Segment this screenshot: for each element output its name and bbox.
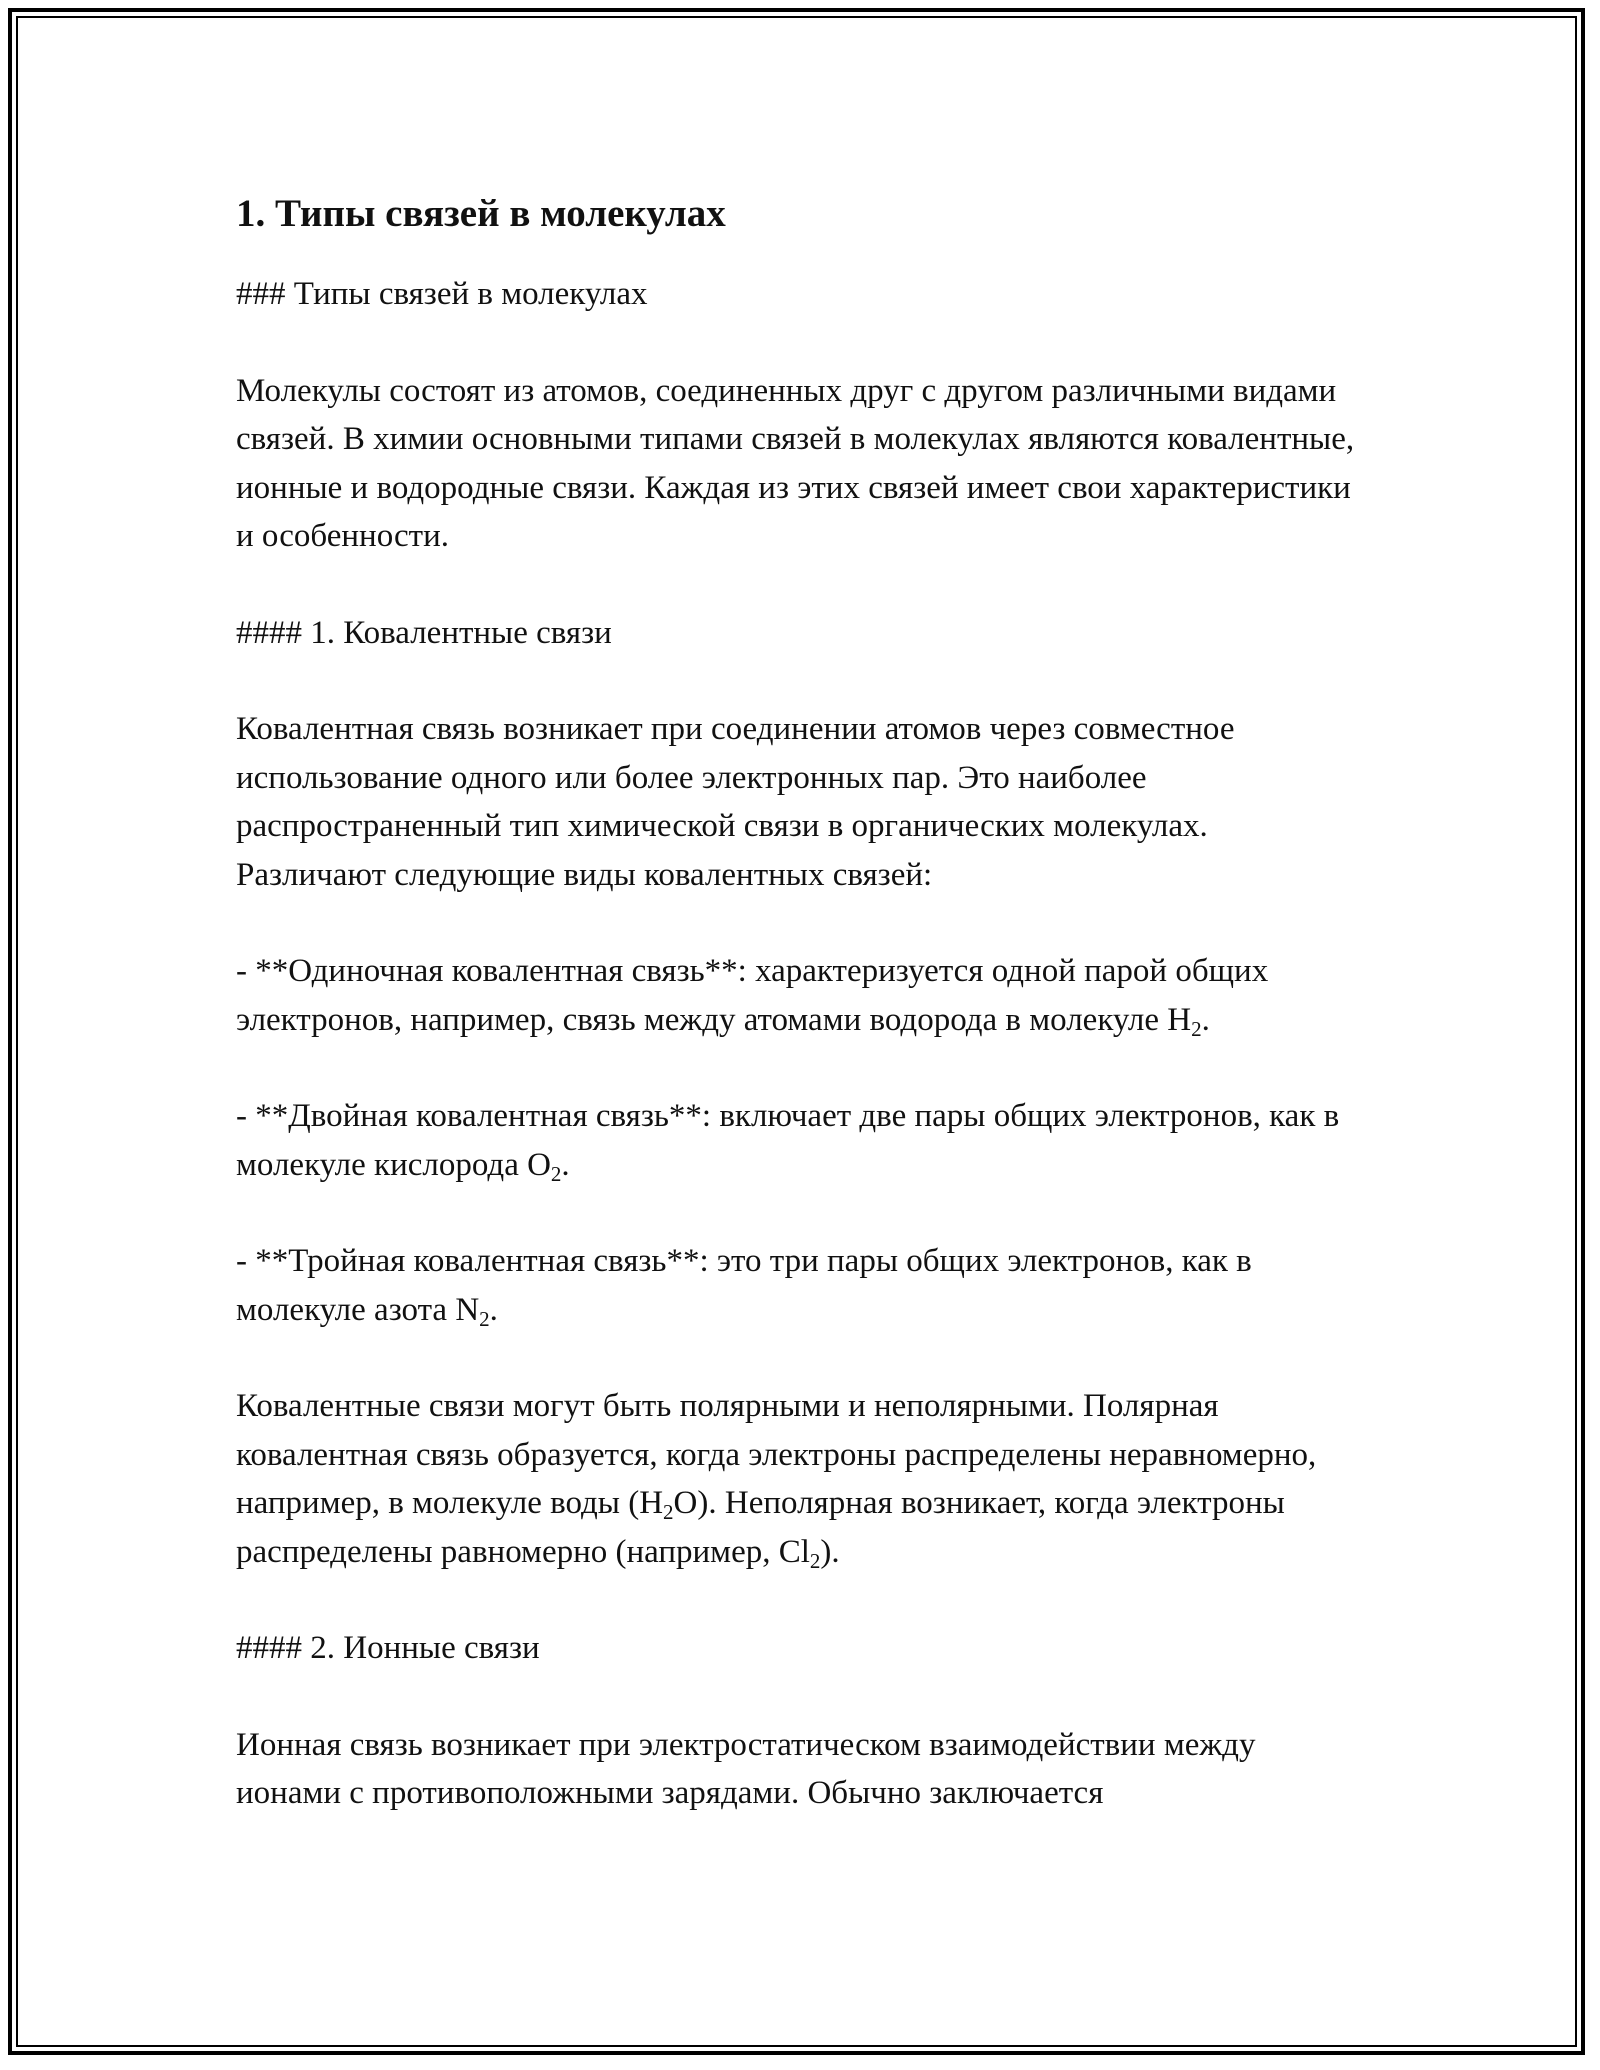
section-heading: ### Типы связей в молекулах (236, 276, 648, 312)
single-bond-subscript: 2 (1191, 1016, 1202, 1041)
double-bond-text: - **Двойная ковалентная связь**: включает две пары общих электронов, как в молекуле кислорода O (236, 1098, 1340, 1183)
ionic-intro-paragraph: Ионная связь возникает при электростатическом взаимодействии между ионами с противоположными зарядами. Обычно заключается (236, 1726, 1256, 1811)
polarity-text-1: Ковалентные связи могут быть полярными и неполярными. Полярная ковалентная связь образуется, когда электроны распределены неравномерно, например, в молекуле воды (H (236, 1388, 1317, 1521)
double-bond-item (236, 1092, 1366, 1189)
polarity-subscript-2: 2 (809, 1548, 821, 1573)
intro-paragraph: Молекулы состоят из атомов, соединенных друг с другом различными видами связей. В химии основными типами связей в молекулах являются ковалентные, ионные и водородные связи. Каждая из этих связей имеет свои характеристики и особенности. (236, 372, 1355, 554)
polarity-tail: ). (820, 1533, 840, 1570)
double-bond-subscript: 2 (550, 1161, 562, 1186)
document-title: 1. Типы связей в молекулах (236, 192, 726, 235)
single-bond-item (236, 947, 1366, 1044)
ionic-heading: #### 2. Ионные связи (236, 1630, 540, 1666)
document-body (236, 186, 1366, 1818)
polarity-subscript-1: 2 (663, 1500, 674, 1524)
triple-bond-tail: . (489, 1291, 498, 1328)
polarity-text-2: O). Неполярная возникает, когда электроны распределены равномерно (например, Cl (236, 1485, 1285, 1570)
triple-bond-item (236, 1237, 1366, 1334)
double-bond-tail: . (561, 1146, 570, 1183)
single-bond-text: - **Одиночная ковалентная связь**: характеризуется одной парой общих электронов, например, связь между атомами водорода в молекуле H (236, 953, 1269, 1038)
polarity-paragraph (236, 1382, 1366, 1576)
single-bond-tail: . (1201, 1001, 1210, 1038)
covalent-intro-paragraph: Ковалентная связь возникает при соединении атомов через совместное использование одного или более электронных пар. Это наиболее распространенный тип химической связи в органических молекулах. Различают следующие виды ковалентных связей: (236, 711, 1235, 893)
covalent-heading: #### 1. Ковалентные связи (236, 614, 612, 651)
triple-bond-subscript: 2 (479, 1306, 490, 1331)
triple-bond-text: - **Тройная ковалентная связь**: это три пары общих электронов, как в молекуле азота N (236, 1243, 1252, 1328)
